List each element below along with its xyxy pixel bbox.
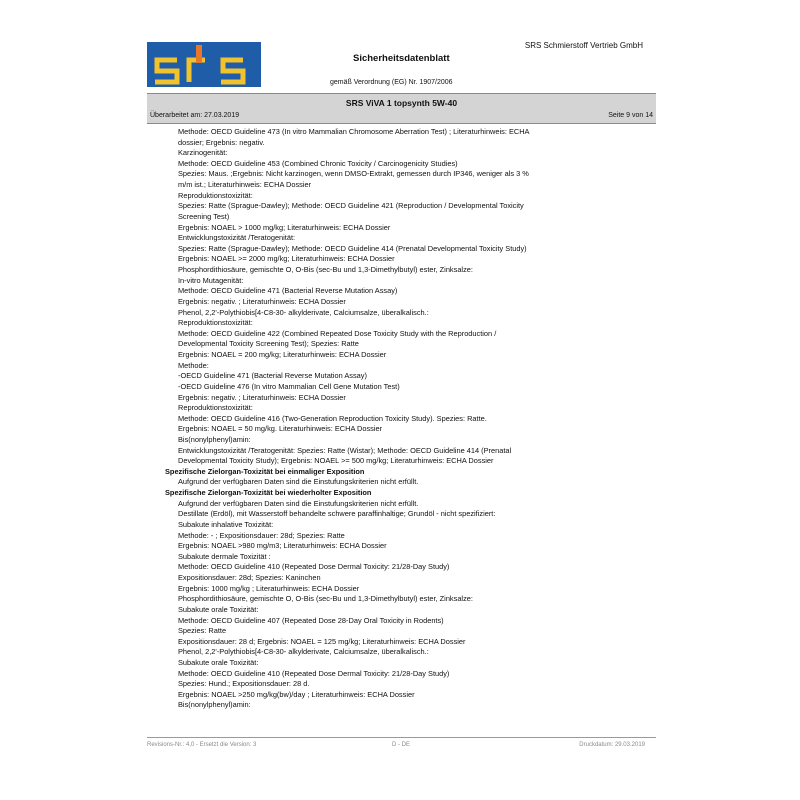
text-line: Spezies: Ratte (Sprague-Dawley); Methode: OECD Guideline 421 (Reproduction / Developmental Toxicity [178,201,524,211]
srs-logo [147,42,261,87]
text-line: Karzinogenität: [178,148,228,158]
text-line: Subakute orale Toxizität: [178,658,259,667]
footer-language: D - DE [392,742,410,748]
section-heading: Spezifische Zielorgan-Toxizität bei wiederholter Exposition [165,488,372,498]
footer-revision: Revisions-Nr.: 4,0 - Ersetzt die Version: 3 [147,742,257,748]
text-line: Entwicklungstoxizität /Teratogenität: [178,233,296,243]
page-number: Seite 9 von 14 [608,112,653,119]
text-line: Subakute inhalative Toxizität: [178,519,274,529]
text-line: Spezies: Maus. ;Ergebnis: Nicht karzinogen, wenn DMSO-Extrakt, gemessen durch IP346, weniger als 3 % [178,169,529,179]
text-line: Bis(nonylphenyl)amin: [178,700,251,710]
text-line: Methode: OECD Guideline 453 (Combined Chronic Toxicity / Carcinogenicity Studies) [178,158,458,168]
text-line: -OECD Guideline 476 (In vitro Mammalian Cell Gene Mutation Test) [178,381,400,391]
text-line: Aufgrund der verfügbaren Daten sind die Einstufungskriterien nicht erfüllt. [178,498,419,508]
text-line: Entwicklungstoxizität /Teratogenität: Spezies: Ratte (Wistar); Methode: OECD Guideline 414 (Prenatal [178,445,512,455]
text-line: Developmental Toxicity Screening Test); Spezies: Ratte [178,339,359,349]
text-line: Ergebnis: negativ. ; Literaturhinweis: ECHA Dossier [178,296,346,306]
text-line: Phosphordithiosäure, gemischte O, O-Bis (sec-Bu und 1,3-Dimethylbutyl) ester, Zinksalze: [178,265,473,275]
text-line: Spezies: Hund.; Expositionsdauer: 28 d. [178,679,310,689]
document-title: Sicherheitsdatenblatt [353,53,450,64]
text-line: Ergebnis: NOAEL > 1000 mg/kg; Literaturhinweis: ECHA Dossier [178,222,391,232]
text-line: Methode: OECD Guideline 410 (Repeated Dose Dermal Toxicity: 21/28-Day Study) [178,668,450,678]
text-line: Phenol, 2,2'-Polythiobis[4-C8-30- alkylderivate, Calciumsalze, überalkalisch.: [178,647,429,657]
text-line: Ergebnis: negativ. ; Literaturhinweis: ECHA Dossier [178,392,346,402]
text-line: Ergebnis: NOAEL = 200 mg/kg; Literaturhinweis: ECHA Dossier [178,350,387,360]
text-line: Methode: OECD Guideline 471 (Bacterial Reverse Mutation Assay) [178,286,398,296]
text-line: Ergebnis: NOAEL >980 mg/m3; Literaturhinweis: ECHA Dossier [178,541,387,551]
text-line: Expositionsdauer: 28 d; Ergebnis: NOAEL = 125 mg/kg; Literaturhinweis: ECHA Dossier [178,636,466,646]
text-line: Reproduktionstoxizität: [178,190,253,200]
text-line: Spezies: Ratte [178,626,227,636]
text-line: Spezies: Ratte (Sprague-Dawley); Methode: OECD Guideline 414 (Prenatal Developmental Toxicity Study) [178,243,527,253]
text-line: Phenol, 2,2'-Polythiobis[4-C8-30- alkylderivate, Calciumsalze, überalkalisch.: [178,307,429,317]
text-line: Methode: OECD Guideline 473 (In vitro Mammalian Chromosome Aberration Test) ; Literaturhinweis: ECHA [178,127,530,136]
text-line: m/m ist.; Literaturhinweis: ECHA Dossier [178,180,312,190]
text-line: Phosphordithiosäure, gemischte O, O-Bis (sec-Bu und 1,3-Dimethylbutyl) ester, Zinksalze: [178,594,473,604]
company-name: SRS Schmierstoff Vertrieb GmbH [524,41,643,50]
text-line: Aufgrund der verfügbaren Daten sind die Einstufungskriterien nicht erfüllt. [178,477,419,487]
text-line: Subakute orale Toxizität: [178,604,259,614]
text-line: Reproduktionstoxizität: [178,318,253,328]
section-heading: Spezifische Zielorgan-Toxizität bei einmaliger Exposition [165,466,365,476]
text-line: Reproduktionstoxizität: [178,403,253,413]
text-line: In-vitro Mutagenität: [178,275,244,285]
text-line: Methode: OECD Guideline 416 (Two-Generation Reproduction Toxicity Study). Spezies: Ratte. [178,413,487,423]
text-line: Methode: OECD Guideline 407 (Repeated Dose 28-Day Oral Toxicity in Rodents) [178,615,444,625]
footer-divider [147,737,656,738]
text-line: Methode: [178,360,209,370]
text-line: Destillate (Erdöl), mit Wasserstoff behandelte schwere paraffinhaltige; Grundöl - nicht spezifiziert: [178,509,496,519]
text-line: Methode: OECD Guideline 410 (Repeated Dose Dermal Toxicity: 21/28-Day Study) [178,562,450,572]
text-line: Subakute dermale Toxizität : [178,551,271,561]
text-line: Ergebnis: 1000 mg/kg ; Literaturhinweis: ECHA Dossier [178,583,360,593]
text-line: Screening Test) [178,211,230,221]
footer-print-date: Druckdatum: 29.03.2019 [579,742,645,748]
product-name: SRS ViVA 1 topsynth 5W-40 [345,98,458,108]
text-line: Expositionsdauer: 28d; Spezies: Kaninchen [178,573,321,583]
text-line: Ergebnis: NOAEL >= 2000 mg/kg; Literaturhinweis: ECHA Dossier [178,254,395,264]
product-header-band [147,93,656,124]
text-line: dossier; Ergebnis: negativ. [178,137,265,147]
text-line: Bis(nonylphenyl)amin: [178,434,251,444]
regulation-reference: gemäß Verordnung (EG) Nr. 1907/2006 [330,79,453,86]
text-line: -OECD Guideline 471 (Bacterial Reverse Mutation Assay) [178,371,367,381]
text-line: Methode: OECD Guideline 422 (Combined Repeated Dose Toxicity Study with the Reproduction / [178,328,497,338]
text-line: Methode: - ; Expositionsdauer: 28d; Spezies: Ratte [178,530,345,540]
text-line: Ergebnis: NOAEL >250 mg/kg(bw)/day ; Literaturhinweis: ECHA Dossier [178,689,415,699]
revision-date: Überarbeitet am: 27.03.2019 [150,112,240,119]
text-line: Ergebnis: NOAEL = 50 mg/kg. Literaturhinweis: ECHA Dossier [178,424,383,434]
text-line: Developmental Toxicity Study); Ergebnis: NOAEL >= 500 mg/kg; Literaturhinweis: ECHA Dossier [178,456,494,466]
